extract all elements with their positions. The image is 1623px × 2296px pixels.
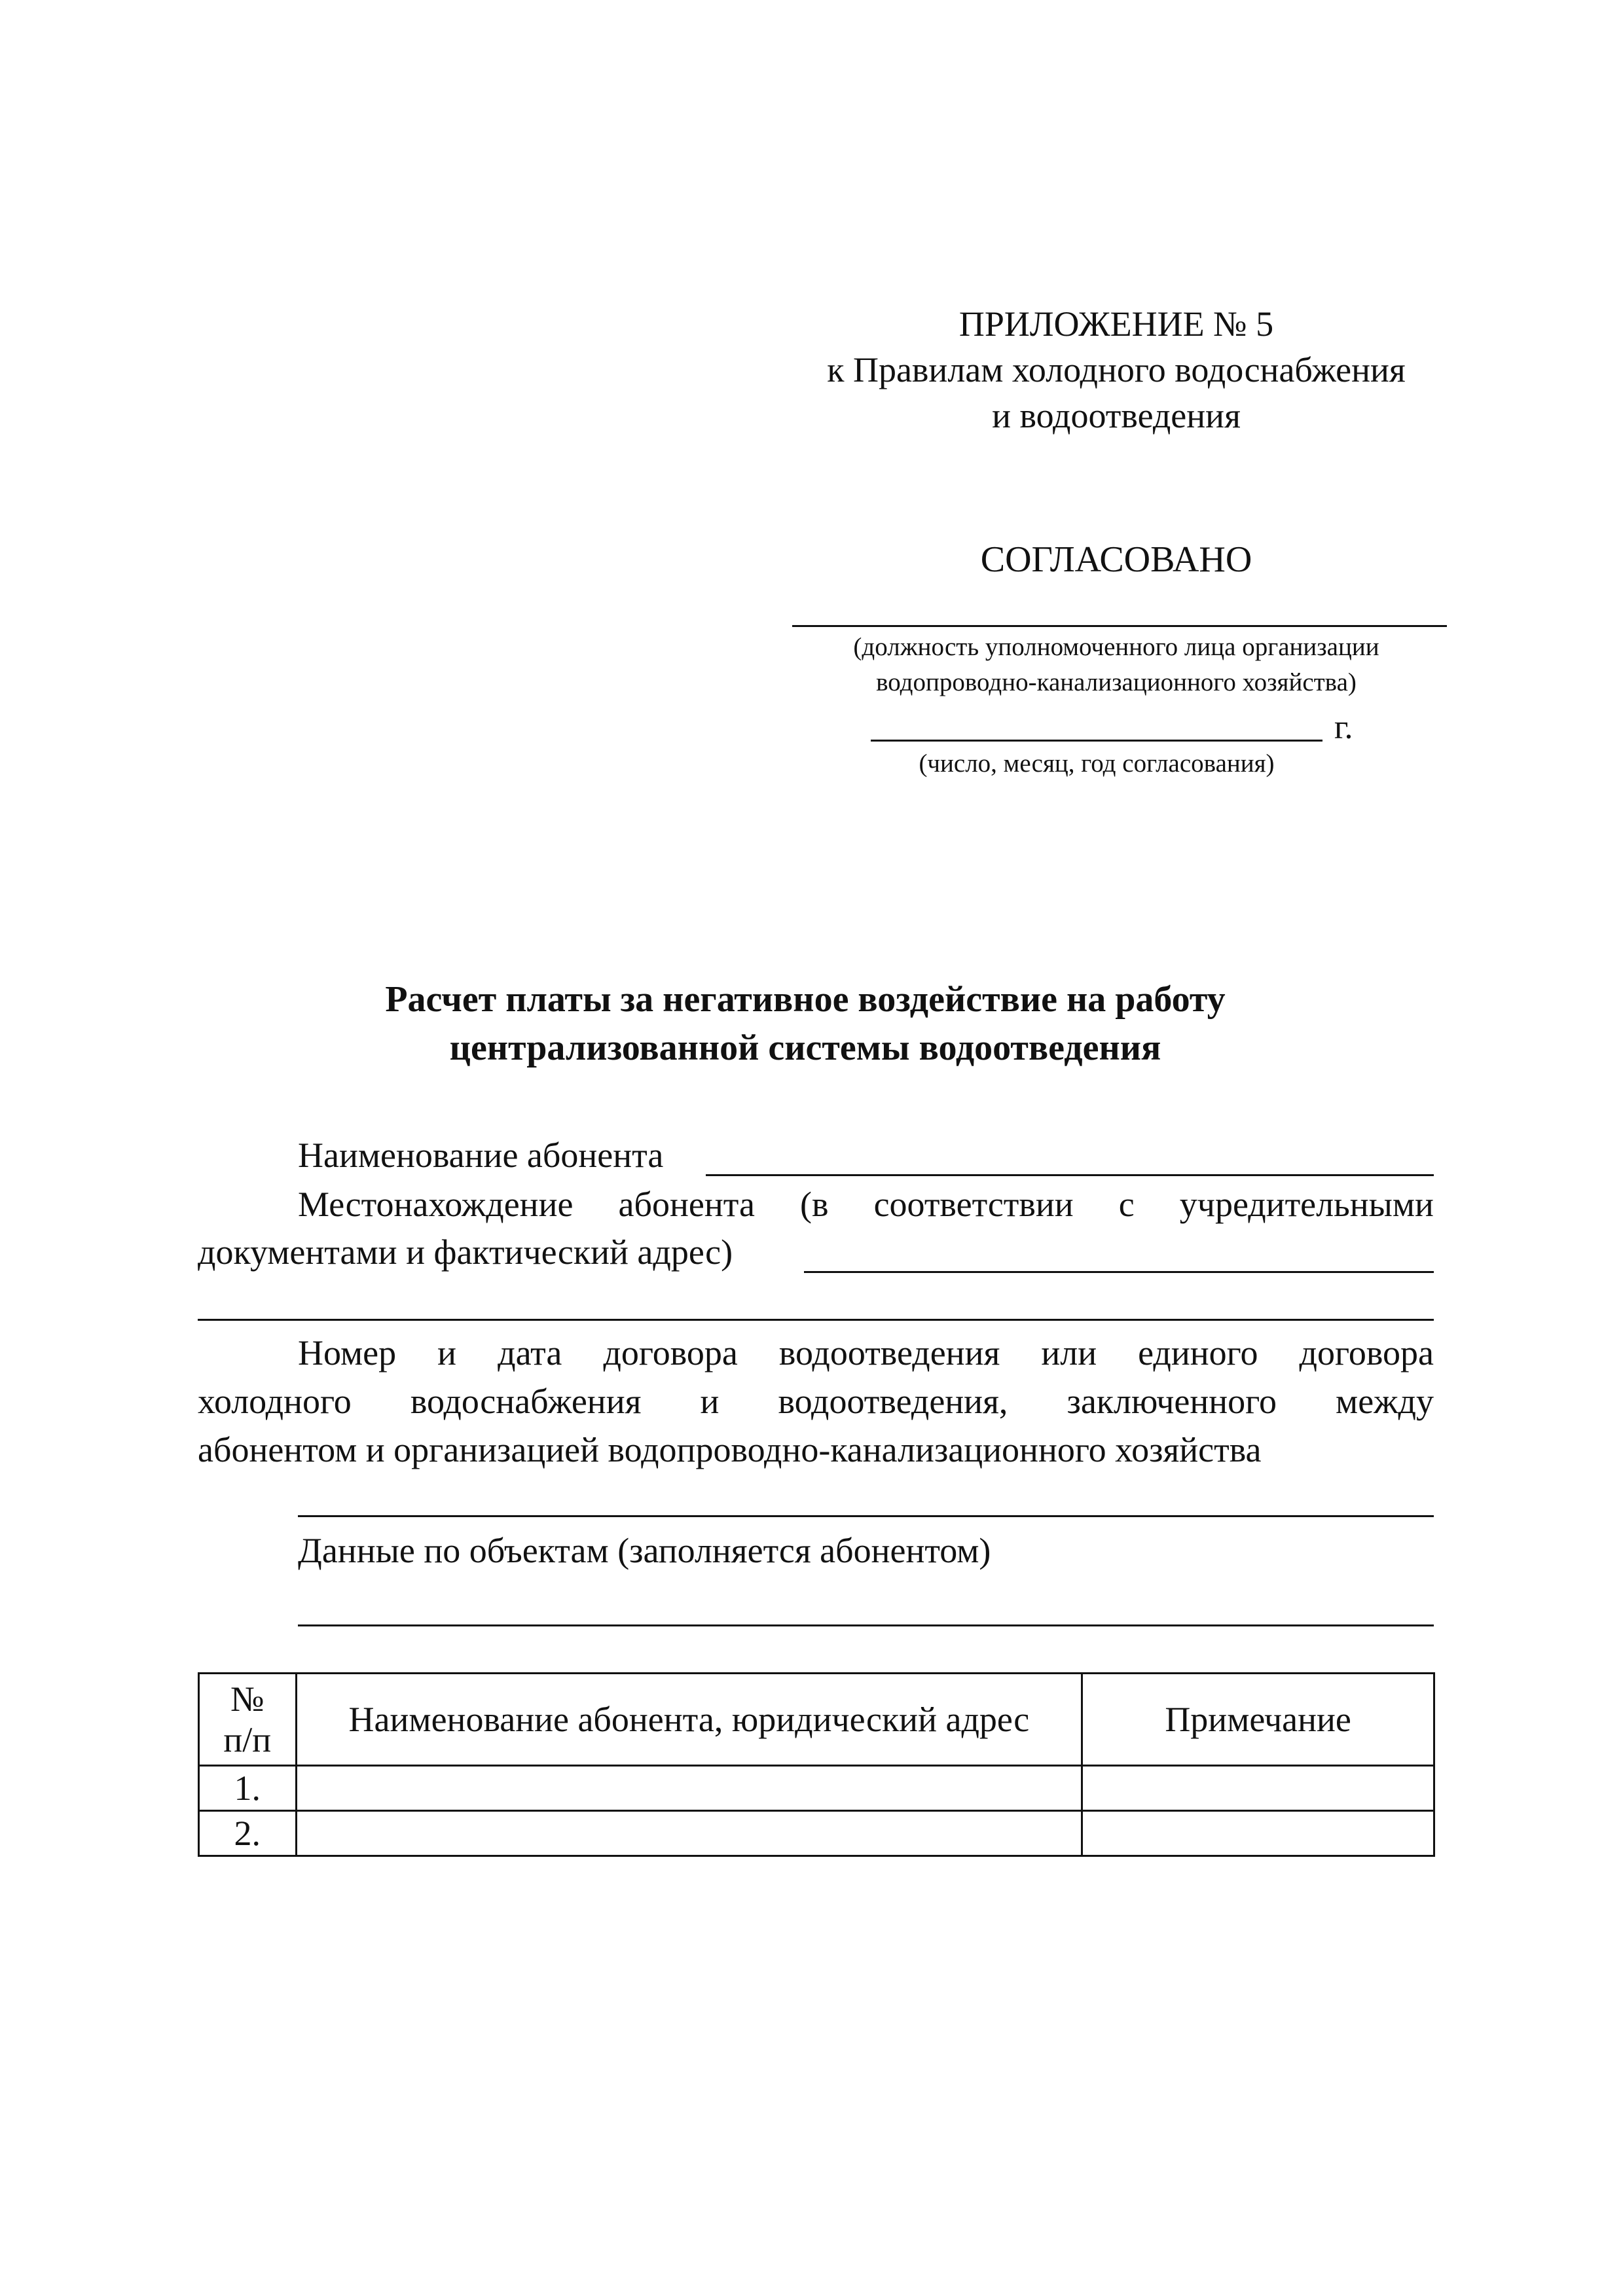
header-number bbox=[199, 1674, 297, 1766]
position-signature-line[interactable] bbox=[792, 625, 1447, 627]
document-title bbox=[196, 975, 1414, 1072]
contract-word: и bbox=[437, 1333, 457, 1372]
year-suffix: г. bbox=[1334, 709, 1353, 746]
location-word: с bbox=[1118, 1185, 1135, 1224]
appendix-header bbox=[779, 301, 1453, 439]
row-note-cell[interactable] bbox=[1082, 1811, 1434, 1856]
appendix-rules-line: к Правилам холодного водоснабжения bbox=[827, 350, 1406, 389]
contract-word: договора bbox=[603, 1333, 738, 1372]
contract-word: договора bbox=[1299, 1333, 1434, 1372]
objects-table bbox=[198, 1672, 1435, 1857]
contract-word: дата bbox=[498, 1333, 562, 1372]
contract-word: заключенного bbox=[1067, 1382, 1277, 1421]
contract-word: или bbox=[1041, 1333, 1097, 1372]
row-name-cell[interactable] bbox=[296, 1811, 1082, 1856]
location-word: соответствии bbox=[873, 1185, 1074, 1224]
approval-title: СОГЛАСОВАНО bbox=[980, 539, 1252, 580]
document-title-line-2: централизованной системы водоотведения bbox=[449, 1028, 1161, 1068]
subscriber-name-label: Наименование абонента bbox=[298, 1136, 664, 1175]
row-number: 2. bbox=[199, 1811, 297, 1856]
location-label-line-1 bbox=[298, 1180, 1434, 1229]
contract-label-line-1 bbox=[298, 1329, 1434, 1377]
position-caption-line-1: (должность уполномоченного лица организации bbox=[853, 633, 1379, 661]
contract-word: водоснабжения bbox=[410, 1382, 642, 1421]
row-number: 1. bbox=[199, 1766, 297, 1811]
row-name-cell[interactable] bbox=[296, 1766, 1082, 1811]
table-row bbox=[199, 1766, 1434, 1811]
contract-word: холодного bbox=[198, 1382, 352, 1421]
contract-word: водоотведения, bbox=[778, 1382, 1008, 1421]
contract-word: единого bbox=[1138, 1333, 1258, 1372]
subscriber-name-line[interactable] bbox=[706, 1174, 1434, 1176]
header-number-pp: п/п bbox=[223, 1720, 272, 1759]
table-row bbox=[199, 1811, 1434, 1856]
contract-label-line-2 bbox=[198, 1377, 1434, 1426]
contract-word: Номер bbox=[298, 1333, 397, 1372]
contract-label-line-3: абонентом и организацией водопроводно-канализационного хозяйства bbox=[198, 1430, 1262, 1469]
location-word: абонента bbox=[618, 1185, 755, 1224]
location-word: (в bbox=[800, 1185, 829, 1224]
location-word: учредительными bbox=[1179, 1185, 1434, 1224]
appendix-rules-line-2: и водоотведения bbox=[992, 396, 1241, 435]
objects-data-label: Данные по объектам (заполняется абонентом) bbox=[298, 1531, 991, 1570]
approval-date-line[interactable] bbox=[871, 740, 1322, 742]
position-caption-line-2: водопроводно-канализационного хозяйства) bbox=[876, 668, 1357, 696]
row-note-cell[interactable] bbox=[1082, 1766, 1434, 1811]
document-title-line-1: Расчет платы за негативное воздействие на работу bbox=[385, 979, 1226, 1020]
table-header-row bbox=[199, 1674, 1434, 1766]
location-word: Местонахождение bbox=[298, 1185, 574, 1224]
location-line[interactable] bbox=[804, 1271, 1434, 1273]
contract-line[interactable] bbox=[298, 1515, 1434, 1517]
location-line-2[interactable] bbox=[198, 1319, 1434, 1321]
objects-data-line[interactable] bbox=[298, 1624, 1434, 1626]
header-number-sign: № bbox=[230, 1679, 264, 1719]
contract-word: между bbox=[1336, 1382, 1434, 1421]
header-note: Примечание bbox=[1082, 1674, 1434, 1766]
contract-word: и bbox=[700, 1382, 720, 1421]
header-name: Наименование абонента, юридический адрес bbox=[296, 1674, 1082, 1766]
contract-word: водоотведения bbox=[778, 1333, 1000, 1372]
location-label-line-2: документами и фактический адрес) bbox=[198, 1232, 733, 1272]
date-caption: (число, месяц, год согласования) bbox=[919, 749, 1275, 778]
appendix-title: ПРИЛОЖЕНИЕ № 5 bbox=[958, 304, 1274, 344]
position-caption bbox=[779, 630, 1453, 700]
